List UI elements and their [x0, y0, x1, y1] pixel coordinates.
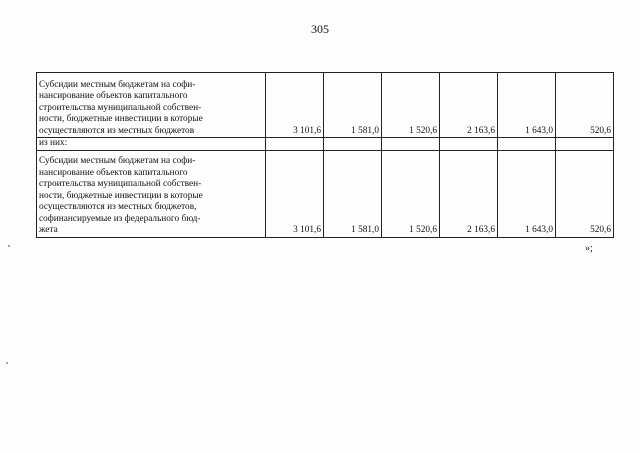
description-line: нансирование объектов капитального: [39, 167, 188, 178]
value-cell: 3 101,6: [266, 73, 324, 138]
table-row: [37, 138, 614, 151]
value-cell: [266, 138, 324, 151]
description-line: ности, бюджетные инвестиции в которые: [39, 114, 203, 124]
description-line: осуществляются из местных бюджетов: [39, 125, 195, 136]
value-cell: 1 581,0: [324, 150, 382, 237]
value-cell: 3 101,6: [266, 150, 324, 237]
description-line: строительства муниципальной собствен-: [39, 102, 202, 113]
value-cell: 1 643,0: [498, 150, 556, 237]
description-line: из них:: [39, 138, 68, 148]
table-row: [37, 150, 614, 237]
value-cell: 1 643,0: [498, 73, 556, 138]
value-cell: [440, 138, 498, 151]
value-cell: [556, 138, 614, 151]
description-line: строительства муниципальной собствен-: [39, 179, 202, 189]
closing-quote-mark: »;: [585, 243, 593, 254]
scan-speck: [6, 362, 8, 364]
value-cell: 520,6: [556, 73, 614, 138]
value-cell: [324, 138, 382, 151]
row-description: [37, 138, 266, 151]
value-cell: 520,6: [556, 150, 614, 237]
page-number: 305: [311, 22, 329, 36]
value-cell: [382, 138, 440, 151]
value-cell: 1 581,0: [324, 73, 382, 138]
value-cell: 2 163,6: [440, 150, 498, 237]
value-cell: 2 163,6: [440, 73, 498, 138]
table-row: [37, 73, 614, 138]
value-cell: 1 520,6: [382, 150, 440, 237]
description-line: нансирование объектов капитального: [39, 91, 188, 101]
scan-speck: [8, 245, 10, 247]
description-line: Субсидии местным бюджетам на софи-: [39, 156, 196, 166]
description-line: Субсидии местным бюджетам на софи-: [39, 79, 196, 90]
description-line: софинансируемые из федерального бюд-: [39, 213, 201, 224]
description-line: осуществляются из местных бюджетов,: [39, 202, 197, 212]
description-line: жета: [39, 225, 58, 235]
value-cell: 1 520,6: [382, 73, 440, 138]
row-description: [37, 150, 266, 237]
description-line: ности, бюджетные инвестиции в которые: [39, 190, 203, 201]
budget-table: [36, 72, 614, 238]
row-description: [37, 73, 266, 138]
value-cell: [498, 138, 556, 151]
